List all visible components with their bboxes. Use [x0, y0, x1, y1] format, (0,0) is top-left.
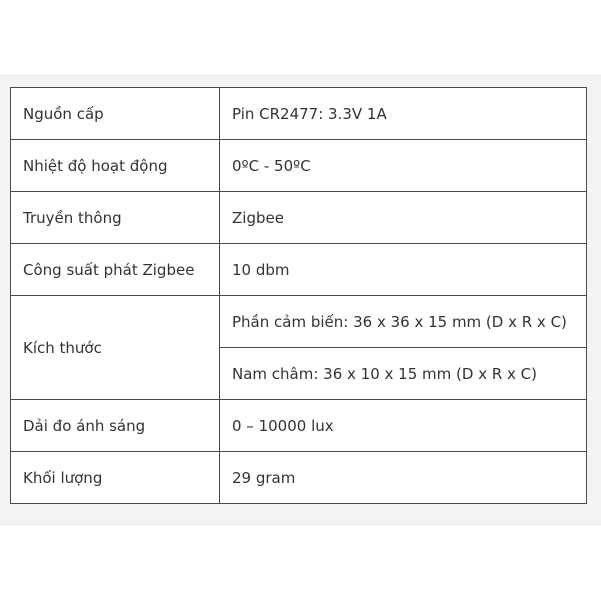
- spec-label: Nhiệt độ hoạt động: [11, 140, 220, 192]
- table-row: [11, 140, 587, 192]
- spec-value: Nam châm: 36 x 10 x 15 mm (D x R x C): [220, 348, 587, 400]
- spec-label: Kích thước: [11, 296, 220, 400]
- table-row: [11, 452, 587, 504]
- spec-label: Khối lượng: [11, 452, 220, 504]
- table-row: [11, 244, 587, 296]
- spec-value: Zigbee: [220, 192, 587, 244]
- spec-value: 10 dbm: [220, 244, 587, 296]
- table-row: [11, 88, 587, 140]
- spec-value: Pin CR2477: 3.3V 1A: [220, 88, 587, 140]
- spec-label: Công suất phát Zigbee: [11, 244, 220, 296]
- table-row: [11, 400, 587, 452]
- spec-label: Truyền thông: [11, 192, 220, 244]
- spec-value: 0 – 10000 lux: [220, 400, 587, 452]
- table-row: [11, 296, 587, 348]
- spec-value: 0ºC - 50ºC: [220, 140, 587, 192]
- table-row: [11, 192, 587, 244]
- spec-value: Phần cảm biến: 36 x 36 x 15 mm (D x R x C): [220, 296, 587, 348]
- spec-table: [10, 87, 587, 504]
- spec-label: Nguồn cấp: [11, 88, 220, 140]
- spec-label: Dải đo ánh sáng: [11, 400, 220, 452]
- spec-value: 29 gram: [220, 452, 587, 504]
